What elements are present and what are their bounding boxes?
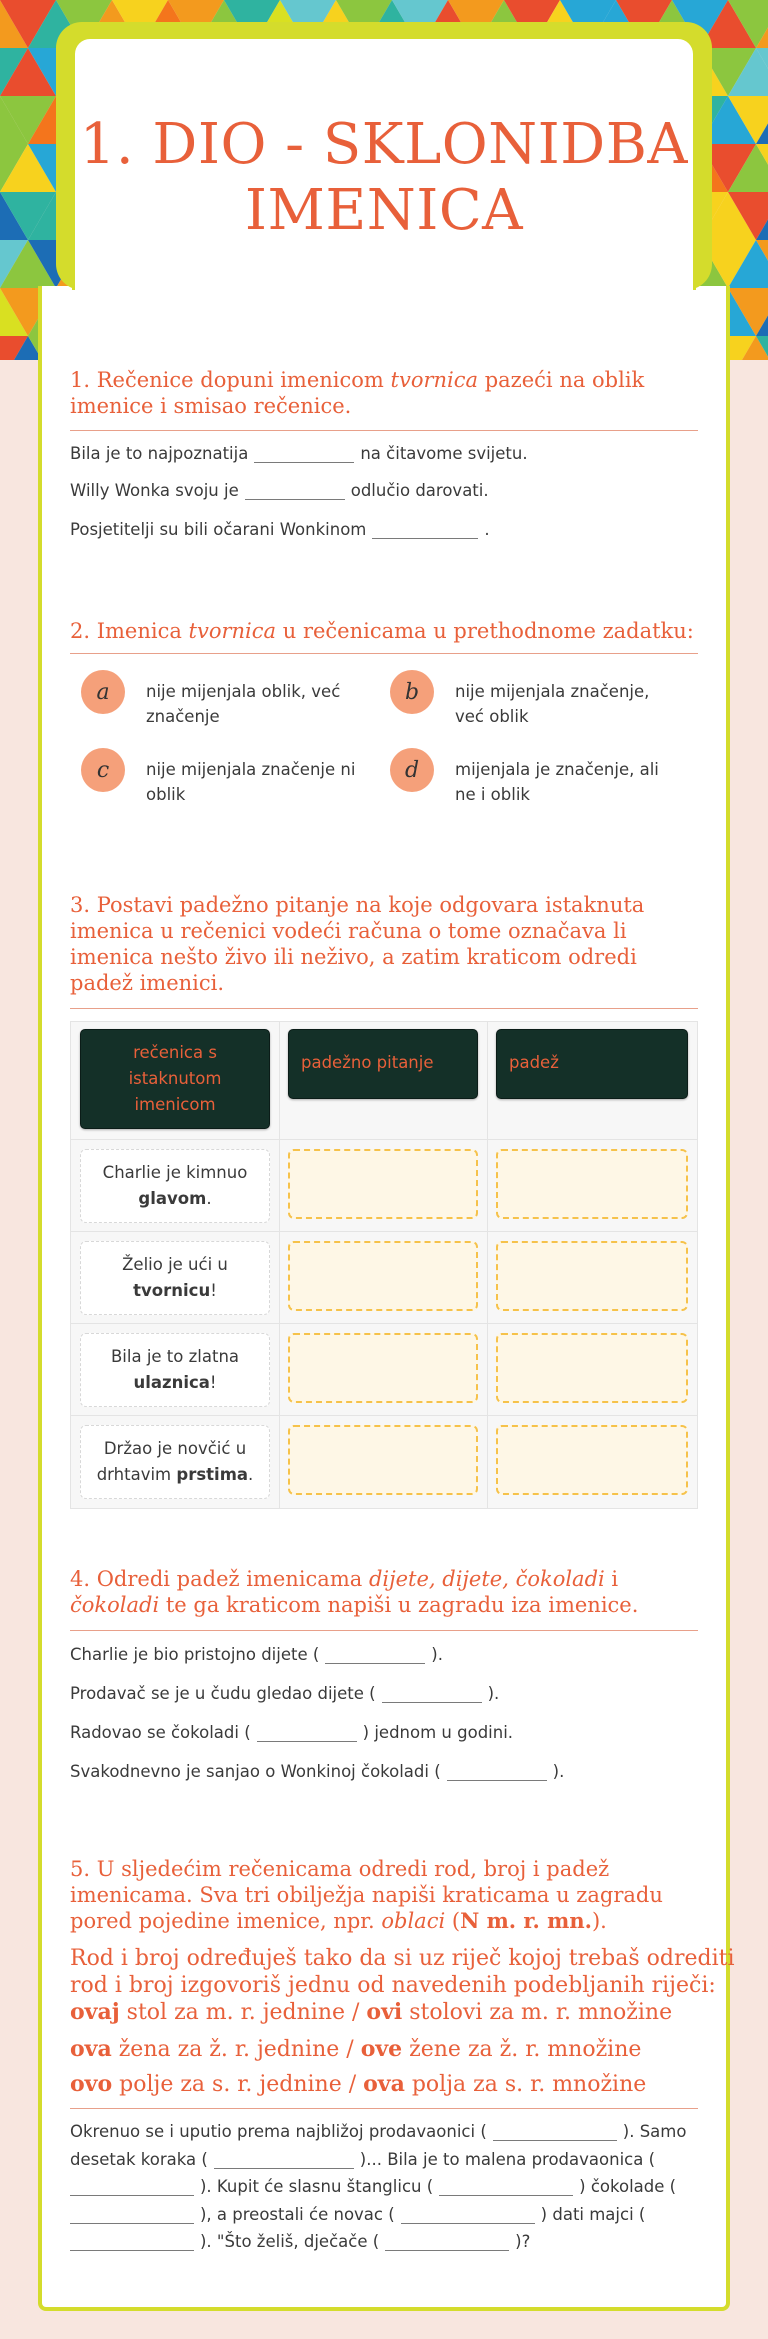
answer-blank[interactable] xyxy=(254,445,354,463)
table-row-sentence-2: Želio je ući u tvornicu! xyxy=(80,1241,270,1315)
answer-blank[interactable] xyxy=(245,482,345,500)
answer-blank[interactable] xyxy=(439,2178,573,2196)
option-d-badge[interactable]: d xyxy=(390,748,434,792)
task1-sentence-1: Bila je to najpoznatija na čitavome svijetu. xyxy=(70,444,528,463)
task4-sentence-2: Prodavač se je u čudu gledao dijete ( ). xyxy=(70,1684,500,1703)
answer-blank[interactable] xyxy=(257,1724,357,1742)
task4-sentence-1: Charlie je bio pristojno dijete ( ). xyxy=(70,1645,443,1664)
option-a-badge[interactable]: a xyxy=(81,670,125,714)
task5-rule-feminine: ova žena za ž. r. jednine / ove žene za ž. r. množine xyxy=(70,2036,642,2062)
header-cell-case: padež xyxy=(496,1029,688,1099)
case-table xyxy=(70,1021,698,1509)
answer-blank[interactable] xyxy=(401,2206,535,2224)
question-answer-box-1[interactable] xyxy=(288,1149,478,1219)
task4-sentence-4: Svakodnevno je sanjao o Wonkinoj čokoladi ( ). xyxy=(70,1762,565,1781)
table-row-sentence-3: Bila je to zlatna ulaznica! xyxy=(80,1333,270,1407)
answer-blank[interactable] xyxy=(325,1646,425,1664)
case-answer-box-1[interactable] xyxy=(496,1149,688,1219)
answer-blank[interactable] xyxy=(382,1685,482,1703)
answer-blank[interactable] xyxy=(214,2151,354,2169)
question-answer-box-4[interactable] xyxy=(288,1425,478,1495)
case-answer-box-4[interactable] xyxy=(496,1425,688,1495)
page-title: 1. DIO - SKLONIDBA IMENICA xyxy=(79,111,689,243)
task1-sentence-2: Willy Wonka svoju je odlučio darovati. xyxy=(70,481,489,500)
answer-blank[interactable] xyxy=(70,2233,194,2251)
divider xyxy=(70,1630,698,1631)
table-row-sentence-1: Charlie je kimnuo glavom. xyxy=(80,1149,270,1223)
answer-blank[interactable] xyxy=(385,2233,509,2251)
case-answer-box-2[interactable] xyxy=(496,1241,688,1311)
answer-blank[interactable] xyxy=(372,521,478,539)
answer-blank[interactable] xyxy=(493,2123,617,2141)
table-row-sentence-4: Držao je novčić u drhtavim prstima. xyxy=(80,1425,270,1499)
question-answer-box-2[interactable] xyxy=(288,1241,478,1311)
task5-heading: 5. U sljedećim rečenicama odredi rod, broj i padež imenicama. Sva tri obilježja napiši kraticama u zagradu pored pojedine imenice, npr. oblaci (N m. r. mn.). xyxy=(70,1857,663,1933)
header-cell-question: padežno pitanje xyxy=(288,1029,478,1099)
divider xyxy=(70,653,698,654)
option-b-text: nije mijenjala značenje, već oblik xyxy=(455,682,650,726)
title-frame xyxy=(56,22,712,290)
task5-paragraph: Okrenuo se i uputio prema najbližoj prodavaonici ( ). Samo desetak koraka ( )... Bila je to malena prodavaonica ( ). Kupit će slasnu štanglicu ( ) čokolade ( ), a preostali će novac ( ) dati majci ( ). "Što želiš, dječače ( )? xyxy=(70,2122,687,2251)
task4-sentence-3: Radovao se čokoladi ( ) jednom u godini. xyxy=(70,1723,514,1742)
divider xyxy=(70,1008,698,1009)
option-a-text: nije mijenjala oblik, već značenje xyxy=(146,682,341,726)
header-cell-sentence: rečenica s istaknutom imenicom xyxy=(80,1029,270,1129)
answer-blank[interactable] xyxy=(447,1763,547,1781)
task5-rule-neuter: ovo polje za s. r. jednine / ova polja za s. r. množine xyxy=(70,2071,647,2097)
task1-heading: 1. Rečenice dopuni imenicom tvornica pazeći na oblik imenice i smisao rečenice. xyxy=(70,368,645,418)
option-c-badge[interactable]: c xyxy=(81,748,125,792)
case-answer-box-3[interactable] xyxy=(496,1333,688,1403)
title-box xyxy=(72,36,696,290)
divider xyxy=(70,2108,698,2109)
option-b-badge[interactable]: b xyxy=(390,670,434,714)
option-d-text: mijenjala je značenje, ali ne i oblik xyxy=(455,760,659,804)
task1-sentence-3: Posjetitelji su bili očarani Wonkinom . xyxy=(70,520,490,539)
divider xyxy=(70,430,698,431)
task5-rule-text: Rod i broj određuješ tako da si uz riječ kojoj trebaš odrediti rod i broj izgovoriš jednu od navedenih podebljanih riječi: ovaj stol za m. r. jednine / ovi stolovi za m. r. množine xyxy=(70,1946,735,2025)
task4-heading: 4. Odredi padež imenicama dijete, dijete, čokoladi i čokoladi te ga kraticom napiši u zagradu iza imenice. xyxy=(70,1567,639,1617)
task3-heading: 3. Postavi padežno pitanje na koje odgovara istaknuta imenica u rečenici vodeći računa o tome označava li imenica nešto živo ili neživo, a zatim kraticom odredi padež imenici. xyxy=(70,893,645,995)
question-answer-box-3[interactable] xyxy=(288,1333,478,1403)
answer-blank[interactable] xyxy=(70,2178,194,2196)
answer-blank[interactable] xyxy=(70,2206,194,2224)
task2-heading: 2. Imenica tvornica u rečenicama u prethodnome zadatku: xyxy=(70,619,694,643)
option-c-text: nije mijenjala značenje ni oblik xyxy=(146,760,356,804)
